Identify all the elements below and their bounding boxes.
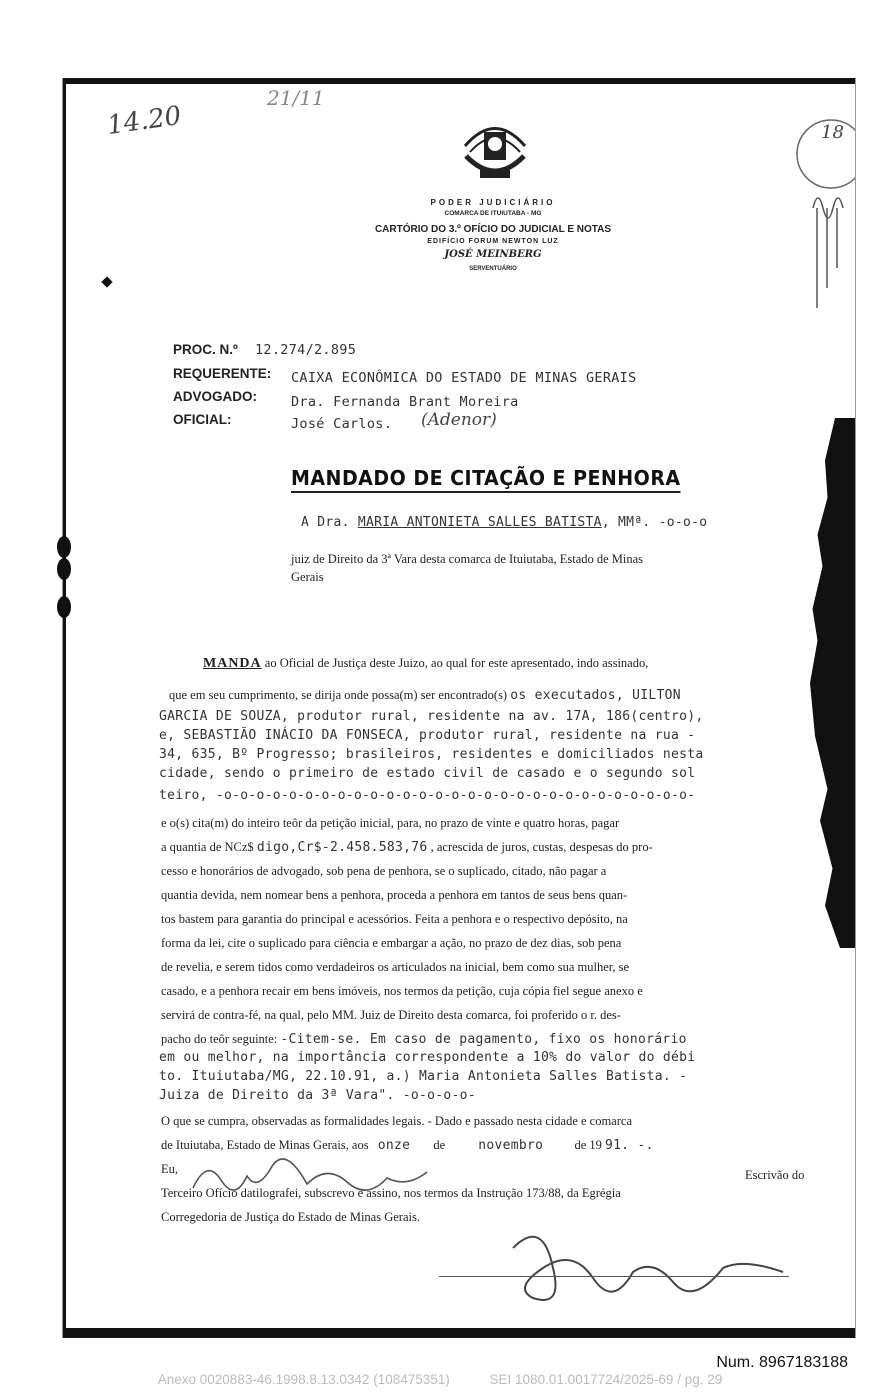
advogado-value: Dra. Fernanda Brant Moreira [291, 394, 519, 410]
typed-line7: teiro, -o-o-o-o-o-o-o-o-o-o-o-o-o-o-o-o-o-o-o-o-o-o-o-o-o-o-o-o-o- [159, 788, 696, 803]
coat-of-arms-seal [460, 116, 530, 182]
typed-line18: em ou melhor, na importância correspondente a 10% do valor do débi [159, 1050, 696, 1065]
punch-hole [57, 558, 71, 580]
amount-typed: digo,Cr$-2.458.583,76 [256, 840, 428, 855]
document-number: Num. 8967183188 [716, 1354, 848, 1371]
footer [0, 1372, 880, 1387]
body-line22 [161, 1138, 654, 1153]
body-line17 [161, 1032, 687, 1047]
header-comarca: COMARCA DE ITUIUTABA - MG [444, 210, 542, 217]
date-year: 91. -. [605, 1138, 654, 1153]
date-de: de [433, 1138, 446, 1152]
body-line2-printed: que em seu cumprimento, se dirija onde possa(m) ser encontrado(s) [169, 688, 508, 702]
body-line23-eu: Eu, [161, 1162, 179, 1176]
header-cartorio: CARTÓRIO DO 3.º OFÍCIO DO JUDICIAL E NOTAS [374, 224, 612, 235]
footer-sei: SEI 1080.01.0017724/2025-69 / pg. 29 [489, 1372, 723, 1387]
body-line24: Terceiro Ofício datilografei, subscrevo e assino, nos termos da Instrução 173/88, da Egrégia [161, 1186, 621, 1200]
oficial-handwritten-note: (Adenor) [421, 410, 497, 430]
address-line2: juiz de Direito da 3ª Vara desta comarca de Ituiutaba, Estado de Minas [291, 552, 644, 566]
typed-line19: to. Ituiutaba/MG, 22.10.91, a.) Maria Antonieta Salles Batista. - [159, 1069, 688, 1084]
body-line10: cesso e honorários de advogado, sob pena de penhora, se o suplicado, citado, não pagar a [161, 864, 607, 878]
requerente-label: REQUERENTE: [173, 366, 272, 381]
body-line1-text: ao Oficial de Justiça deste Juizo, ao qual for este apresentado, indo assinado, [264, 656, 649, 670]
address-prefix: A Dra. [301, 515, 350, 530]
body-line1 [203, 656, 648, 672]
typed-line6: cidade, sendo o primeiro de estado civil de casado e o segundo sol [159, 766, 696, 781]
page-stamp-marks [791, 108, 855, 338]
scan-border-bottom [63, 1328, 855, 1338]
bullet-mark [101, 276, 112, 287]
body-line16: servirá de contra-fé, na qual, pelo MM. Juiz de Direito desta comarca, foi proferido o r. des- [161, 1008, 621, 1022]
judge-name: MARIA ANTONIETA SALLES BATISTA [357, 515, 602, 530]
requerente-value: CAIXA ECONÔMICA DO ESTADO DE MINAS GERAIS [291, 370, 637, 386]
body-line21: O que se cumpra, observadas as formalidades legais. - Dado e passado nesta cidade e comarca [161, 1114, 632, 1128]
typed-line4: e, SEBASTIÃO INÁCIO DA FONSECA, produtor rural, residente na rua - [159, 728, 696, 743]
judge-signature [483, 1228, 803, 1318]
proc-value: 12.274/2.895 [255, 342, 357, 358]
header-name: JOSÉ MEINBERG [444, 249, 542, 260]
handwritten-ref: 21/11 [267, 86, 325, 110]
punch-hole [57, 596, 71, 618]
body-line2-typed: os executados, UILTON [510, 688, 681, 703]
body-line17-typed: -Citem-se. Em caso de pagamento, fixo os honorário [280, 1032, 687, 1047]
body-line17-printed: pacho do teôr seguinte: [161, 1032, 278, 1046]
address-line1 [301, 515, 707, 530]
body-line2 [169, 688, 681, 703]
body-line23-escrivao: Escrivão do [745, 1168, 805, 1182]
scan-border-top [63, 78, 855, 84]
proc-label: PROC. N.º [173, 342, 238, 357]
torn-edge [805, 418, 855, 948]
body-line9-c: , acrescida de juros, custas, despesas do pro- [430, 840, 653, 854]
body-line11: quantia devida, nem nomear bens a penhora, proceda a penhora em tantos de seus bens quan- [161, 888, 628, 902]
date-year-prefix: de 19 [574, 1138, 602, 1152]
body-line15: casado, e a penhora recair em bens imóveis, nos termos da petição, cuja cópia fiel segue anexo e [161, 984, 643, 998]
address-suffix: , MMª. -o-o-o [601, 515, 708, 530]
manda-word: MANDA [203, 656, 262, 671]
signature-line [439, 1276, 789, 1277]
typed-line20: Juiza de Direito da 3ª Vara". -o-o-o-o- [159, 1088, 476, 1103]
date-day: onze [377, 1138, 411, 1153]
document-title: MANDADO DE CITAÇÃO E PENHORA [291, 466, 681, 493]
body-line9 [161, 840, 653, 855]
body-line13: forma da lei, cite o suplicado para ciência e embargar a ação, no prazo de dez dias, sob pena [161, 936, 622, 950]
scan-border-left [63, 78, 66, 1338]
body-line9-a: a quantia de NCz$ [161, 840, 254, 854]
address-line3: Gerais [291, 570, 324, 584]
header-serventuario: SERVENTUÁRIO [469, 266, 517, 272]
header-poder: PODER JUDICIÁRIO [430, 198, 556, 207]
punch-hole [57, 536, 71, 558]
footer-annex: Anexo 0020883-46.1998.8.13.0342 (108475351) [157, 1372, 450, 1387]
typed-line3: GARCIA DE SOUZA, produtor rural, residente na av. 17A, 186(centro), [159, 709, 704, 724]
date-prefix: de Ituiutaba, Estado de Minas Gerais, aos [161, 1138, 369, 1152]
body-line12: tos bastem para garantia do principal e acessórios. Feita a penhora e o respectivo depósito, na [161, 912, 628, 926]
handwritten-number: 14.20 [105, 100, 184, 142]
oficial-label: OFICIAL: [173, 412, 232, 427]
date-month: novembro [478, 1138, 544, 1153]
body-line14: de revelia, e serem tidos como verdadeiros os articulados na inicial, bem como sua mulher, se [161, 960, 630, 974]
page-number-text: 18 [821, 122, 844, 143]
oficial-value: José Carlos. [291, 416, 393, 432]
advogado-label: ADVOGADO: [173, 389, 257, 404]
body-line25: Corregedoria de Justiça do Estado de Minas Gerais. [161, 1210, 420, 1224]
body-line8: e o(s) cita(m) do inteiro teôr da petição inicial, para, no prazo de vinte e quatro horas, pagar [161, 816, 620, 830]
typed-line5: 34, 635, Bº Progresso; brasileiros, residentes e domiciliados nesta [159, 747, 704, 762]
header-edificio: EDIFÍCIO FORUM NEWTON LUZ [427, 238, 559, 245]
scanned-document [62, 78, 856, 1338]
